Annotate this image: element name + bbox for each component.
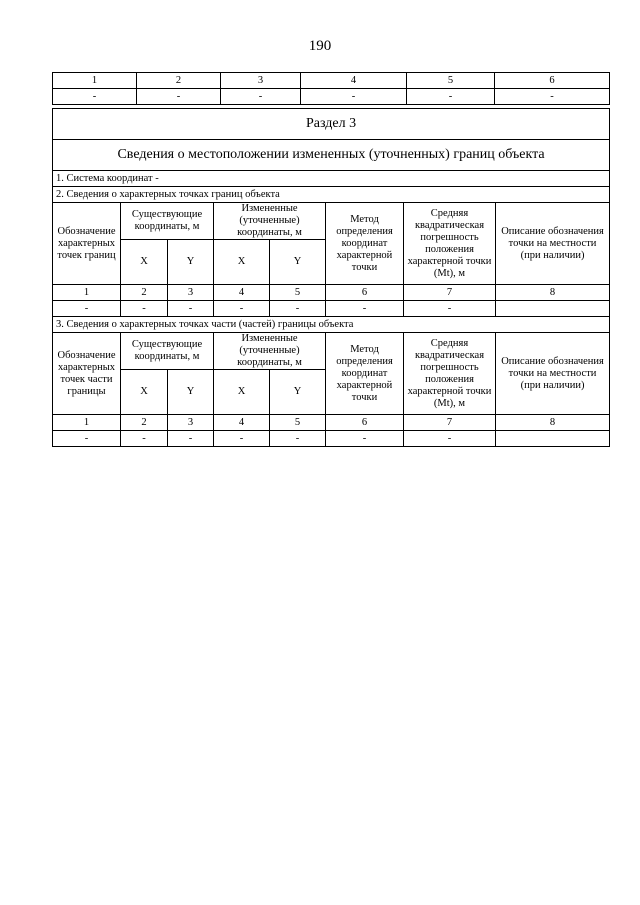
number-cell: 8	[496, 415, 610, 431]
section-subtitle: Сведения о местоположении измененных (уточненных) границ объекта	[53, 140, 610, 171]
part1-heading: 2. Сведения о характерных точках границ объекта	[53, 187, 610, 203]
number-cell: 1	[53, 415, 121, 431]
number-cell: 6	[326, 285, 404, 301]
number-cell: 2	[121, 415, 168, 431]
value-cell: -	[326, 301, 404, 317]
number-cell: 6	[326, 415, 404, 431]
value-cell: -	[121, 301, 168, 317]
col-existing: Существующие координаты, м	[121, 333, 214, 370]
value-cell: -	[53, 301, 121, 317]
number-cell: 7	[404, 285, 496, 301]
col-y: Y	[168, 240, 214, 285]
value-cell: -	[407, 89, 495, 105]
col-existing: Существующие координаты, м	[121, 203, 214, 240]
coord-system: 1. Система координат -	[53, 171, 610, 187]
value-cell: -	[495, 89, 610, 105]
header-cell: 6	[495, 73, 610, 89]
col-designation: Обозначение характерных точек границ	[53, 203, 121, 285]
header-cell: 5	[407, 73, 495, 89]
value-cell	[496, 431, 610, 447]
part2-heading: 3. Сведения о характерных точках части (частей) границы объекта	[53, 317, 610, 333]
value-cell: -	[270, 431, 326, 447]
value-cell: -	[404, 431, 496, 447]
number-cell: 2	[121, 285, 168, 301]
continuation-table	[52, 72, 610, 105]
col-error: Средняя квадратическая погрешность положения характерной точки (Mt), м	[404, 203, 496, 285]
col-designation: Обозначение характерных точек части границы	[53, 333, 121, 415]
value-cell: -	[270, 301, 326, 317]
value-cell: -	[53, 89, 137, 105]
value-cell: -	[137, 89, 221, 105]
value-cell: -	[121, 431, 168, 447]
table-row	[53, 431, 610, 447]
col-description: Описание обозначения точки на местности (при наличии)	[496, 333, 610, 415]
col-changed: Измененные (уточненные) координаты, м	[214, 333, 326, 370]
col-y: Y	[270, 370, 326, 415]
section-table	[52, 108, 610, 447]
number-cell: 1	[53, 285, 121, 301]
header-row	[53, 73, 610, 89]
header-cell: 3	[221, 73, 301, 89]
col-y: Y	[270, 240, 326, 285]
header-cell: 4	[301, 73, 407, 89]
section-title: Раздел 3	[53, 109, 610, 140]
table-row	[53, 89, 610, 105]
col-description: Описание обозначения точки на местности (при наличии)	[496, 203, 610, 285]
value-cell: -	[168, 431, 214, 447]
value-cell: -	[168, 301, 214, 317]
number-cell: 3	[168, 285, 214, 301]
col-x: X	[121, 370, 168, 415]
col-method: Метод определения координат характерной точки	[326, 333, 404, 415]
col-method: Метод определения координат характерной точки	[326, 203, 404, 285]
value-cell: -	[404, 301, 496, 317]
value-cell: -	[326, 431, 404, 447]
table-row	[53, 301, 610, 317]
page-number: 190	[308, 38, 332, 54]
value-cell: -	[301, 89, 407, 105]
header-cell: 1	[53, 73, 137, 89]
col-x: X	[214, 240, 270, 285]
number-cell: 5	[270, 415, 326, 431]
number-cell: 8	[496, 285, 610, 301]
col-error: Средняя квадратическая погрешность положения характерной точки (Mt), м	[404, 333, 496, 415]
col-x: X	[121, 240, 168, 285]
number-cell: 3	[168, 415, 214, 431]
number-row	[53, 415, 610, 431]
col-changed: Измененные (уточненные) координаты, м	[214, 203, 326, 240]
header-cell: 2	[137, 73, 221, 89]
value-cell: -	[214, 431, 270, 447]
number-row	[53, 285, 610, 301]
number-cell: 5	[270, 285, 326, 301]
value-cell: -	[53, 431, 121, 447]
number-cell: 4	[214, 415, 270, 431]
value-cell	[496, 301, 610, 317]
number-cell: 7	[404, 415, 496, 431]
value-cell: -	[221, 89, 301, 105]
number-cell: 4	[214, 285, 270, 301]
col-y: Y	[168, 370, 214, 415]
value-cell: -	[214, 301, 270, 317]
col-x: X	[214, 370, 270, 415]
